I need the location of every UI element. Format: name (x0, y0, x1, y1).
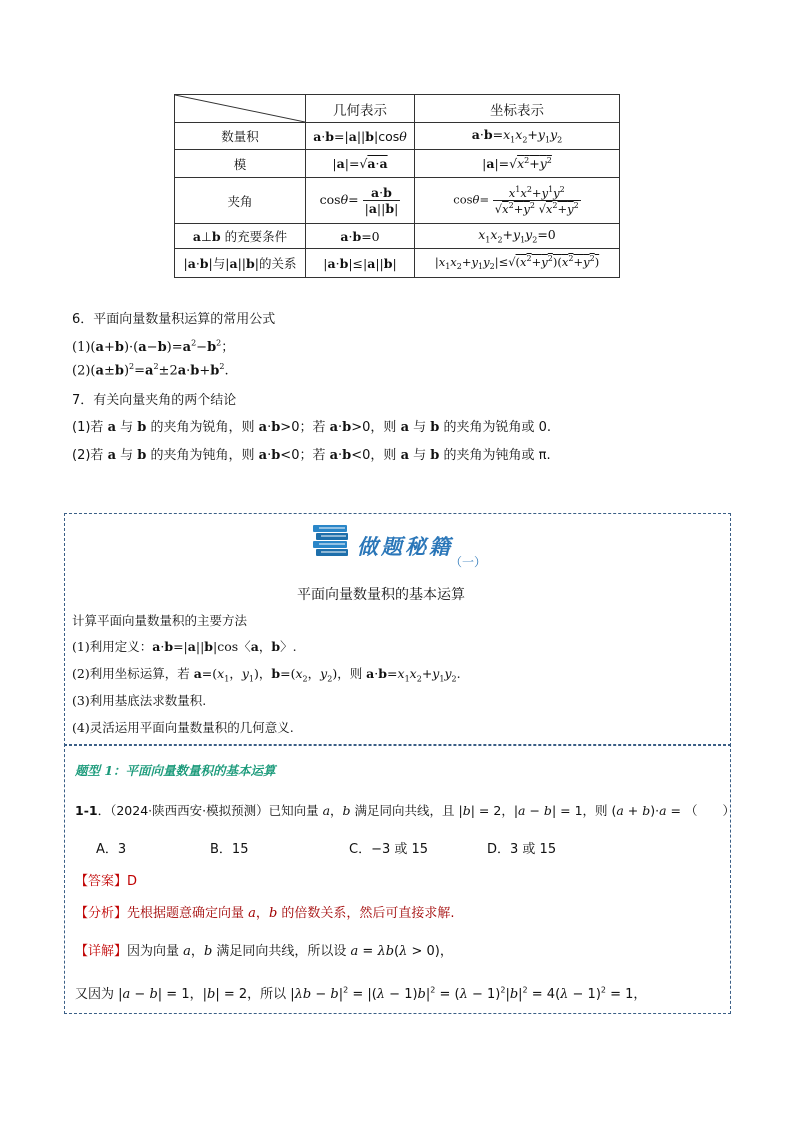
books-icon (311, 523, 351, 563)
table-row (175, 178, 620, 224)
table-row (175, 150, 620, 178)
perpendicular-coord: $x_1x_2+y_1y_2=0$ (415, 224, 620, 249)
formula-2: $(2)(a\pm b)^2=a^2\pm 2a\cdot b+b^2$. (72, 362, 229, 379)
detail-tag: 【详解】 (75, 944, 128, 959)
problem-stem: 1-1．（2024·陕西西安·模拟预测）已知向量 a，b 满足同向共线，且 |b| = 2，|a − b| = 1，则 (a + b)·a = （ ） (75, 803, 735, 818)
relation-coord: $|x_1x_2+y_1y_2|\le√(x^2+y^2)(x^2+y^2)$ (415, 249, 620, 278)
problem-type-title: 题型 1：平面向量数量积的基本运算 (75, 763, 276, 778)
formula-1: $(1)(a+b)\cdot(a-b)=a^2-b^2$； (72, 338, 235, 355)
dot-product-geom: a·b=|a||b|cosθ (306, 123, 415, 150)
analysis-tag: 【分析】 (75, 906, 128, 921)
modulus-coord: $|a|=√x^2+y^2$ (415, 150, 620, 178)
vector-comparison-table (174, 94, 620, 278)
conclusion-2: (2)若 a 与 b 的夹角为钝角，则 a·b<0；若 a·b<0，则 a 与 b 的夹角为钝角或 π. (72, 448, 551, 463)
answer-line (75, 870, 137, 889)
tips-banner-title: 做题秘籍 (357, 534, 453, 559)
tips-number: （一） (450, 555, 487, 569)
detail-line-2: 又因为 |a − b| = 1，|b| = 2，所以 $|\lambda b - b|^2 = |(\lambda - 1)b|^2 = (\lambda - 1)^2|b|^2 = 4(\lambda - 1)^2 = 1$， (75, 985, 647, 1002)
relation-label: |a·b|与|a||b|的关系 (175, 249, 306, 278)
perpendicular-label: a⊥b 的充要条件 (175, 224, 306, 249)
conclusion-1: (1)若 a 与 b 的夹角为锐角，则 a·b>0；若 a·b>0，则 a 与 b 的夹角为锐角或 0. (72, 420, 552, 435)
detail-line-1: 【详解】因为向量 a，b 满足同向共线，所以设 a = λb(λ > 0)， (75, 944, 453, 959)
modulus-geom: |a|=√a·a (306, 150, 415, 178)
method-4: (4)灵活运用平面向量数量积的几何意义. (72, 720, 294, 735)
table-row (175, 224, 620, 249)
dot-product-coord: $a\cdot b=x_1x_2+y_1y_2$ (415, 123, 620, 150)
row-label: 模 (175, 150, 306, 178)
table-row (175, 123, 620, 150)
section6-heading: 6．平面向量数量积运算的常用公式 (72, 312, 276, 327)
tips-subtitle: 平面向量数量积的基本运算 (297, 587, 465, 603)
table-row (175, 249, 620, 278)
table-corner-cell (175, 95, 306, 123)
method-2: (2)利用坐标运算，若 $a=(x_1$，$y_1$)，$b=(x_2$，$y_2$)，则 $a\cdot b=x_1x_2+y_1y_2$. (72, 666, 461, 684)
angle-geom: cosθ= $\frac{a\cdot b}{|a||b|}$ (306, 178, 415, 224)
section7-heading: 7．有关向量夹角的两个结论 (72, 393, 237, 408)
option-b: B．15 (210, 842, 249, 857)
method-1: (1)利用定义：a·b=|a||b|cos〈a，b〉. (72, 639, 297, 654)
tips-intro: 计算平面向量数量积的主要方法 (72, 613, 248, 628)
option-d: D．3 或 15 (487, 842, 557, 857)
answer-tag: 【答案】 (75, 874, 128, 889)
relation-geom: |a·b|≤|a||b| (306, 249, 415, 278)
option-a: A．3 (96, 842, 127, 857)
analysis-line: 【分析】先根据题意确定向量 a，b 的倍数关系，然后可直接求解. (75, 906, 455, 921)
perpendicular-geom: a·b=0 (306, 224, 415, 249)
row-label: 夹角 (175, 178, 306, 224)
header-geometric: 几何表示 (306, 95, 415, 123)
problem-box (64, 744, 731, 1014)
row-label: 数量积 (175, 123, 306, 150)
header-coordinate: 坐标表示 (415, 95, 620, 123)
angle-coord: cosθ= $\frac{x^1x^2+y^1y^2}{√x^2+y^2 √x^2+y^2}$ (415, 178, 620, 224)
method-3: (3)利用基底法求数量积. (72, 693, 207, 708)
answer-value: D (127, 874, 138, 889)
option-c: C．−3 或 15 (349, 842, 429, 857)
diagonal-line (175, 95, 305, 122)
